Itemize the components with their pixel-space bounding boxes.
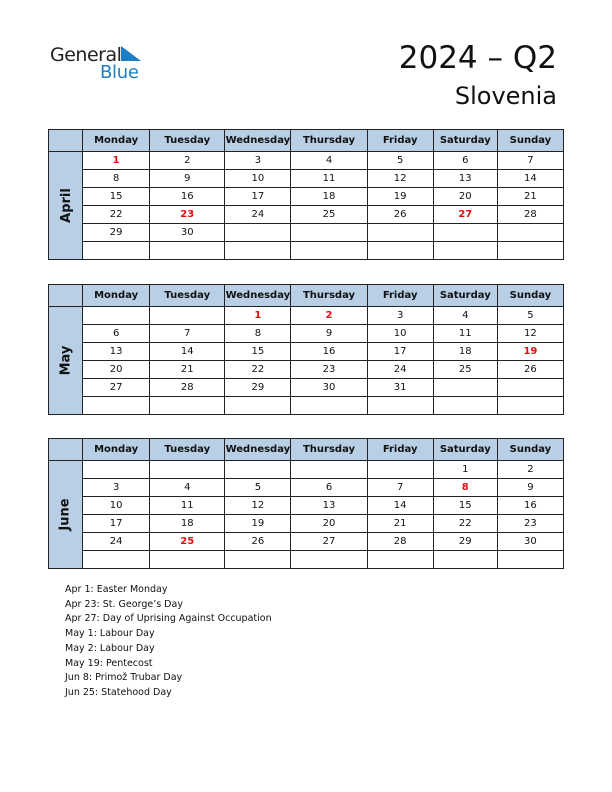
day-cell: 16 <box>150 188 225 206</box>
week-row <box>49 361 564 379</box>
month-label-cell <box>49 461 83 569</box>
day-cell: 22 <box>433 515 497 533</box>
day-cell: 31 <box>367 379 433 397</box>
day-cell: 28 <box>367 533 433 551</box>
day-cell: 15 <box>83 188 150 206</box>
day-cell: 30 <box>497 533 563 551</box>
day-cell: 24 <box>367 361 433 379</box>
calendar-may <box>48 284 564 415</box>
day-cell: 1 <box>225 307 291 325</box>
empty-day-cell <box>150 461 225 479</box>
day-cell: 26 <box>367 206 433 224</box>
day-cell: 2 <box>497 461 563 479</box>
day-cell: 23 <box>497 515 563 533</box>
day-cell: 26 <box>225 533 291 551</box>
day-cell: 1 <box>83 152 150 170</box>
day-cell: 21 <box>497 188 563 206</box>
day-cell: 17 <box>367 343 433 361</box>
empty-day-cell <box>291 224 367 242</box>
week-row <box>49 379 564 397</box>
logo-triangle-icon <box>121 46 141 61</box>
day-cell: 4 <box>150 479 225 497</box>
day-cell: 17 <box>225 188 291 206</box>
weekday-header: Monday <box>83 285 150 307</box>
day-cell: 9 <box>497 479 563 497</box>
day-cell: 20 <box>433 188 497 206</box>
day-cell: 1 <box>433 461 497 479</box>
day-cell: 6 <box>433 152 497 170</box>
day-cell: 3 <box>225 152 291 170</box>
empty-day-cell <box>150 242 225 260</box>
holiday-item: Apr 27: Day of Uprising Against Occupation <box>65 613 272 625</box>
day-cell: 10 <box>367 325 433 343</box>
month-label: April <box>58 188 74 223</box>
empty-day-cell <box>291 461 367 479</box>
day-cell: 25 <box>433 361 497 379</box>
logo-blue-text: Blue <box>100 62 139 83</box>
empty-day-cell <box>497 224 563 242</box>
day-cell: 20 <box>83 361 150 379</box>
day-cell: 18 <box>150 515 225 533</box>
week-row <box>49 479 564 497</box>
day-cell: 29 <box>225 379 291 397</box>
day-cell: 11 <box>291 170 367 188</box>
day-cell: 18 <box>291 188 367 206</box>
calendar-june <box>48 438 564 569</box>
empty-day-cell <box>497 551 563 569</box>
day-cell: 4 <box>433 307 497 325</box>
empty-day-cell <box>497 242 563 260</box>
empty-day-cell <box>225 224 291 242</box>
empty-day-cell <box>83 242 150 260</box>
day-cell: 21 <box>150 361 225 379</box>
day-cell: 23 <box>291 361 367 379</box>
day-cell: 10 <box>83 497 150 515</box>
day-cell: 12 <box>497 325 563 343</box>
empty-day-cell <box>83 307 150 325</box>
day-cell: 16 <box>497 497 563 515</box>
weekday-header: Sunday <box>497 439 563 461</box>
day-cell: 14 <box>367 497 433 515</box>
day-cell: 8 <box>83 170 150 188</box>
day-cell: 6 <box>83 325 150 343</box>
day-cell: 29 <box>433 533 497 551</box>
day-cell: 29 <box>83 224 150 242</box>
holiday-item: Jun 8: Primož Trubar Day <box>65 672 183 684</box>
empty-day-cell <box>433 551 497 569</box>
weekday-header: Monday <box>83 130 150 152</box>
day-cell: 30 <box>150 224 225 242</box>
day-cell: 2 <box>291 307 367 325</box>
empty-day-cell <box>367 224 433 242</box>
weekday-header: Thursday <box>291 130 367 152</box>
empty-day-cell <box>433 379 497 397</box>
day-cell: 27 <box>291 533 367 551</box>
day-cell: 26 <box>497 361 563 379</box>
day-cell: 17 <box>83 515 150 533</box>
empty-day-cell <box>83 551 150 569</box>
day-cell: 7 <box>367 479 433 497</box>
day-cell: 23 <box>150 206 225 224</box>
week-row <box>49 206 564 224</box>
holiday-item: Apr 23: St. George’s Day <box>65 598 183 610</box>
day-cell: 5 <box>497 307 563 325</box>
weekday-header: Tuesday <box>150 285 225 307</box>
holiday-item: May 2: Labour Day <box>65 642 155 654</box>
day-cell: 13 <box>433 170 497 188</box>
day-cell: 6 <box>291 479 367 497</box>
weekday-header: Saturday <box>433 130 497 152</box>
empty-day-cell <box>150 551 225 569</box>
month-table <box>48 438 564 569</box>
day-cell: 13 <box>291 497 367 515</box>
weekday-header: Friday <box>367 285 433 307</box>
weekday-header: Friday <box>367 130 433 152</box>
empty-day-cell <box>150 397 225 415</box>
day-cell: 19 <box>497 343 563 361</box>
week-row <box>49 461 564 479</box>
day-cell: 3 <box>83 479 150 497</box>
day-cell: 9 <box>291 325 367 343</box>
day-cell: 8 <box>433 479 497 497</box>
day-cell: 21 <box>367 515 433 533</box>
empty-day-cell <box>367 461 433 479</box>
week-row <box>49 224 564 242</box>
day-cell: 19 <box>225 515 291 533</box>
empty-day-cell <box>83 461 150 479</box>
empty-day-cell <box>225 461 291 479</box>
day-cell: 11 <box>433 325 497 343</box>
day-cell: 14 <box>497 170 563 188</box>
day-cell: 14 <box>150 343 225 361</box>
week-row <box>49 397 564 415</box>
day-cell: 7 <box>497 152 563 170</box>
day-cell: 4 <box>291 152 367 170</box>
day-cell: 20 <box>291 515 367 533</box>
holiday-item: Apr 1: Easter Monday <box>65 584 168 595</box>
day-cell: 30 <box>291 379 367 397</box>
day-cell: 19 <box>367 188 433 206</box>
empty-day-cell <box>367 242 433 260</box>
day-cell: 27 <box>83 379 150 397</box>
week-row <box>49 242 564 260</box>
month-label: May <box>58 345 74 376</box>
day-cell: 28 <box>150 379 225 397</box>
empty-day-cell <box>367 551 433 569</box>
weekday-header: Tuesday <box>150 439 225 461</box>
day-cell: 12 <box>225 497 291 515</box>
empty-day-cell <box>291 397 367 415</box>
logo-general-text: General <box>50 44 122 66</box>
empty-day-cell <box>433 397 497 415</box>
empty-day-cell <box>433 224 497 242</box>
empty-day-cell <box>225 551 291 569</box>
day-cell: 24 <box>225 206 291 224</box>
header-corner <box>49 285 83 307</box>
month-label-cell <box>49 307 83 415</box>
week-row <box>49 152 564 170</box>
weekday-header: Wednesday <box>225 130 291 152</box>
country-title: Slovenia <box>454 82 557 110</box>
day-cell: 15 <box>433 497 497 515</box>
day-cell: 24 <box>83 533 150 551</box>
empty-day-cell <box>433 242 497 260</box>
day-cell: 5 <box>225 479 291 497</box>
weekday-header: Saturday <box>433 439 497 461</box>
week-row <box>49 533 564 551</box>
week-row <box>49 170 564 188</box>
day-cell: 5 <box>367 152 433 170</box>
day-cell: 27 <box>433 206 497 224</box>
weekday-header: Monday <box>83 439 150 461</box>
weekday-header: Tuesday <box>150 130 225 152</box>
day-cell: 25 <box>150 533 225 551</box>
weekday-header: Sunday <box>497 130 563 152</box>
weekday-header: Wednesday <box>225 285 291 307</box>
calendar-april <box>48 129 564 260</box>
day-cell: 11 <box>150 497 225 515</box>
holiday-list <box>65 583 272 701</box>
header-corner <box>49 130 83 152</box>
week-row <box>49 551 564 569</box>
day-cell: 25 <box>291 206 367 224</box>
weekday-header: Thursday <box>291 439 367 461</box>
day-cell: 7 <box>150 325 225 343</box>
weekday-header: Thursday <box>291 285 367 307</box>
week-row <box>49 307 564 325</box>
empty-day-cell <box>83 397 150 415</box>
empty-day-cell <box>225 397 291 415</box>
day-cell: 10 <box>225 170 291 188</box>
generalblue-logo <box>50 44 150 84</box>
weekday-header: Sunday <box>497 285 563 307</box>
day-cell: 8 <box>225 325 291 343</box>
day-cell: 9 <box>150 170 225 188</box>
week-row <box>49 188 564 206</box>
day-cell: 18 <box>433 343 497 361</box>
empty-day-cell <box>225 242 291 260</box>
holiday-item: May 19: Pentecost <box>65 657 153 669</box>
empty-day-cell <box>291 551 367 569</box>
weekday-header: Friday <box>367 439 433 461</box>
day-cell: 22 <box>225 361 291 379</box>
empty-day-cell <box>497 397 563 415</box>
day-cell: 22 <box>83 206 150 224</box>
day-cell: 2 <box>150 152 225 170</box>
day-cell: 12 <box>367 170 433 188</box>
week-row <box>49 515 564 533</box>
empty-day-cell <box>150 307 225 325</box>
week-row <box>49 325 564 343</box>
weekday-header: Saturday <box>433 285 497 307</box>
holiday-item: May 1: Labour Day <box>65 628 155 640</box>
empty-day-cell <box>291 242 367 260</box>
header-corner <box>49 439 83 461</box>
month-label: June <box>58 498 74 531</box>
day-cell: 15 <box>225 343 291 361</box>
month-table <box>48 129 564 260</box>
month-label-cell <box>49 152 83 260</box>
empty-day-cell <box>367 397 433 415</box>
weekday-header: Wednesday <box>225 439 291 461</box>
holiday-item: Jun 25: Statehood Day <box>65 686 172 698</box>
day-cell: 3 <box>367 307 433 325</box>
week-row <box>49 497 564 515</box>
month-table <box>48 284 564 415</box>
day-cell: 28 <box>497 206 563 224</box>
empty-day-cell <box>497 379 563 397</box>
page-title: 2024 – Q2 <box>398 40 557 76</box>
day-cell: 16 <box>291 343 367 361</box>
week-row <box>49 343 564 361</box>
day-cell: 13 <box>83 343 150 361</box>
